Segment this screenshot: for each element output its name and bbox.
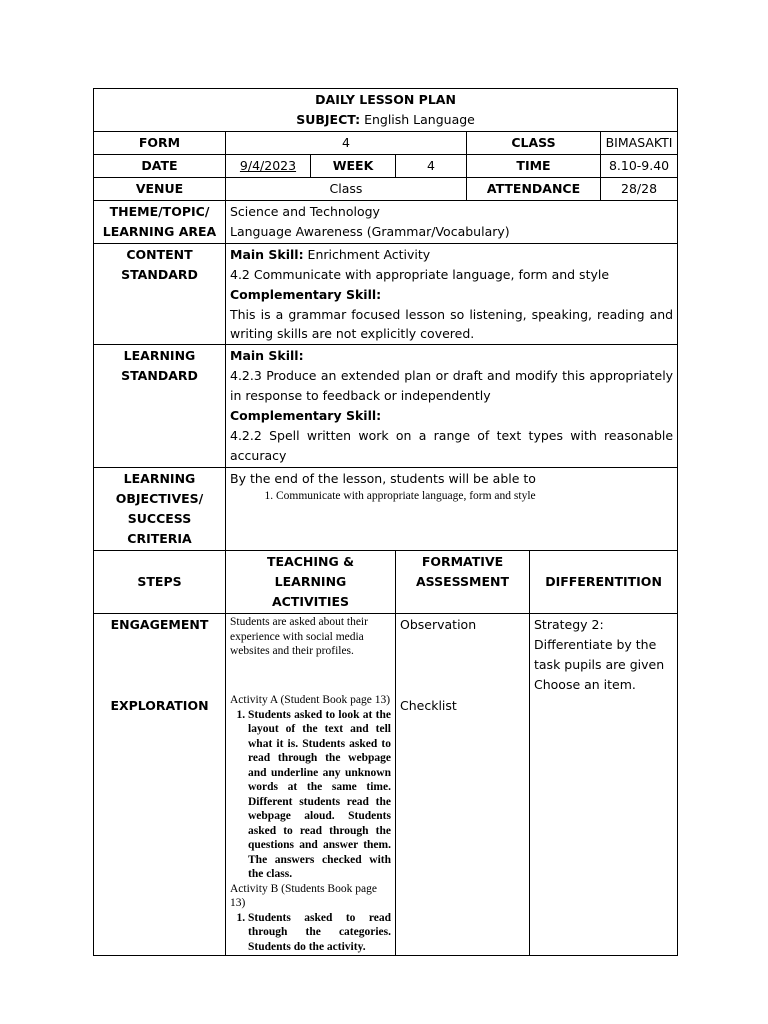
complementary-skill-text: This is a grammar focused lesson so listening, speaking, reading and writing skills are not explicitly covered. — [230, 307, 674, 341]
time-label: TIME — [467, 155, 601, 178]
complementary-skill-text: 4.2.2 Spell written work on a range of text types with reasonable accuracy — [230, 428, 674, 463]
engagement-text: Students are asked about their experience with social media websites and their profiles. — [230, 616, 368, 657]
objectives-label-line: OBJECTIVES/ — [115, 491, 204, 506]
content-standard-line: 4.2 Communicate with appropriate language, form and style — [230, 267, 610, 282]
activity-a-item: 1. Students asked to look at the layout of the text and tell what it is. Students asked to read through the webpage and underline any unknown words at the same time. Different students read the webpage aloud. Students asked to read through the questions and answer them. The answers checked with the class. — [248, 708, 391, 882]
learning-standard-value — [226, 345, 678, 468]
main-skill-label: Main Skill: — [230, 348, 304, 363]
theme-line: Language Awareness (Grammar/Vocabulary) — [230, 224, 510, 239]
differentiation-cell — [530, 614, 678, 956]
activity-a-list — [230, 708, 391, 882]
assessment-header — [396, 551, 530, 614]
form-label: FORM — [94, 132, 226, 155]
attendance-label: ATTENDANCE — [467, 178, 601, 201]
differentiation-strategy: Strategy 2: Differentiate by the task pupils are given — [534, 617, 665, 672]
activity-b-title: Activity B (Students Book page 13) — [230, 882, 377, 909]
learning-standard-label — [94, 345, 226, 468]
objectives-list — [230, 489, 673, 503]
date-value: 9/4/2023 — [226, 155, 311, 178]
plan-title: DAILY LESSON PLAN — [315, 92, 456, 107]
content-standard-label — [94, 244, 226, 345]
lesson-plan-table — [93, 88, 678, 956]
objectives-label-line: CRITERIA — [127, 531, 192, 546]
theme-line: Science and Technology — [230, 204, 380, 219]
activities-header-line: ACTIVITIES — [271, 594, 350, 609]
complementary-skill-label: Complementary Skill: — [230, 287, 382, 302]
form-row — [94, 132, 678, 155]
content-standard-value — [226, 244, 678, 345]
class-label: CLASS — [467, 132, 601, 155]
column-header-row — [94, 551, 678, 614]
theme-value — [226, 201, 678, 244]
week-label: WEEK — [311, 155, 396, 178]
main-skill-text: 4.2.3 Produce an extended plan or draft and modify this appropriately in response to feedback or independently — [230, 368, 674, 403]
theme-label-line: THEME/TOPIC/ — [109, 204, 210, 219]
activity-a-title: Activity A (Student Book page 13) — [230, 694, 391, 706]
objectives-row — [94, 468, 678, 551]
assessment-header-line: ASSESSMENT — [415, 574, 510, 589]
complementary-skill-label: Complementary Skill: — [230, 408, 382, 423]
week-value: 4 — [396, 155, 467, 178]
learning-standard-row — [94, 345, 678, 468]
objective-item: 1. Communicate with appropriate language, form and style — [276, 489, 673, 503]
content-standard-label-line: STANDARD — [121, 267, 198, 282]
main-skill-line — [230, 245, 673, 265]
venue-row — [94, 178, 678, 201]
venue-value: Class — [226, 178, 467, 201]
date-row — [94, 155, 678, 178]
steps-body-row — [94, 614, 678, 956]
form-value: 4 — [226, 132, 467, 155]
content-standard-row — [94, 244, 678, 345]
title-row — [94, 89, 678, 132]
date-label: DATE — [94, 155, 226, 178]
assessment-cell — [396, 614, 530, 956]
differentiation-header: DIFFERENTITION — [530, 551, 678, 614]
assessment-checklist: Checklist — [400, 698, 457, 713]
steps-cell — [94, 614, 226, 956]
exploration-label: EXPLORATION — [110, 698, 209, 713]
activity-b-list — [230, 911, 391, 955]
differentiation-choice: Choose an item. — [534, 677, 636, 692]
subject-label: SUBJECT: — [296, 112, 361, 127]
assessment-header-line: FORMATIVE — [421, 554, 504, 569]
objectives-label-line: LEARNING — [123, 471, 196, 486]
venue-label: VENUE — [94, 178, 226, 201]
objectives-label — [94, 468, 226, 551]
time-value: 8.10-9.40 — [601, 155, 678, 178]
steps-header: STEPS — [94, 551, 226, 614]
lesson-plan-page — [93, 88, 677, 953]
class-value: BIMASAKTI — [601, 132, 678, 155]
objectives-value — [226, 468, 678, 551]
content-standard-label-line: CONTENT — [126, 247, 193, 262]
theme-label-line: LEARNING AREA — [102, 224, 217, 239]
activity-b-item: 1. Students asked to read through the categories. Students do the activity. — [248, 911, 391, 955]
learning-standard-label-line: LEARNING — [123, 348, 196, 363]
main-skill-label: Main Skill: — [230, 247, 304, 262]
subject-line — [98, 110, 673, 130]
attendance-value: 28/28 — [601, 178, 678, 201]
learning-standard-label-line: STANDARD — [121, 368, 198, 383]
activities-header — [226, 551, 396, 614]
theme-label — [94, 201, 226, 244]
engagement-label: ENGAGEMENT — [110, 617, 209, 632]
subject-value: English Language — [360, 112, 475, 127]
activities-header-line: TEACHING & LEARNING — [267, 554, 354, 589]
theme-row — [94, 201, 678, 244]
activities-cell — [226, 614, 396, 956]
assessment-observation: Observation — [400, 617, 477, 632]
main-skill-value: Enrichment Activity — [303, 247, 431, 262]
objectives-label-line: SUCCESS — [127, 511, 192, 526]
objectives-intro: By the end of the lesson, students will be able to — [230, 471, 536, 486]
